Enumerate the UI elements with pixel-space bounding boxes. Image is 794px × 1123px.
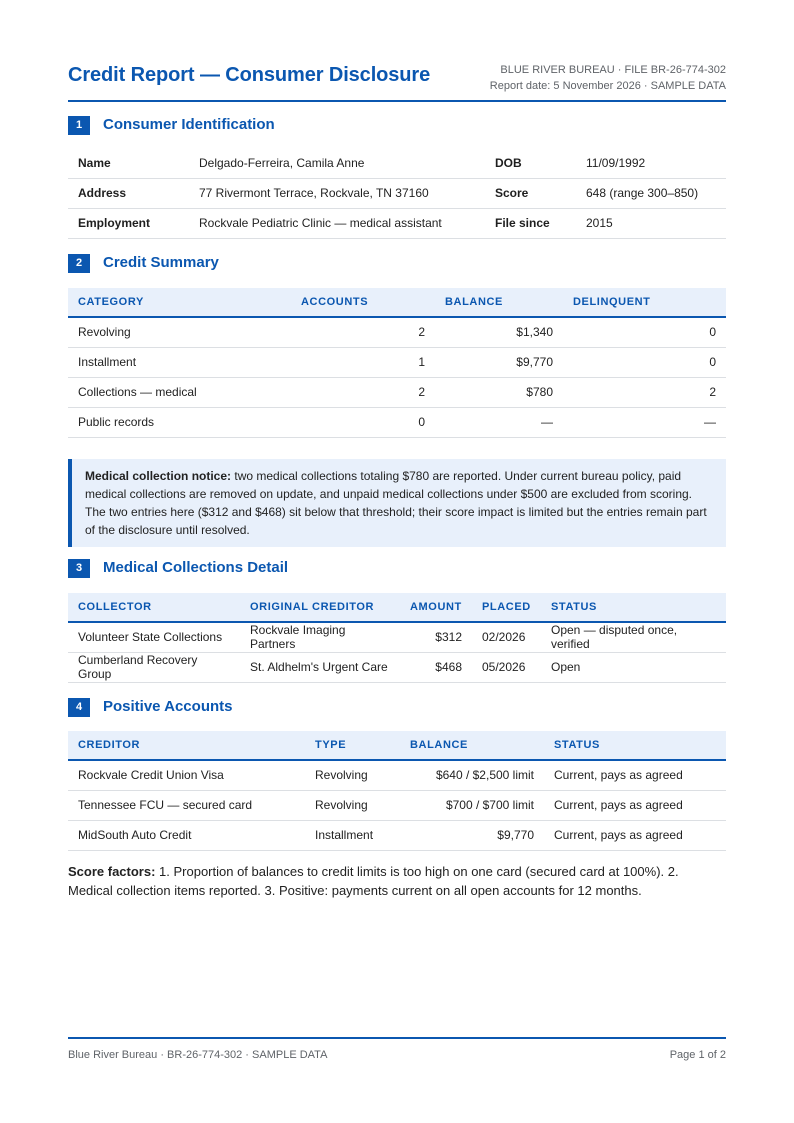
section-heading-summary [68, 253, 726, 273]
report-header [68, 58, 726, 102]
section-heading-positive [68, 697, 726, 717]
section-heading-collections [68, 558, 726, 578]
field-label: Employment [68, 208, 189, 238]
status-cell: Current, pays as agreed [544, 820, 726, 850]
column-header: DELINQUENT [563, 288, 726, 317]
balance-cell: $9,770 [435, 347, 563, 377]
field-label: DOB [485, 148, 576, 178]
creditor-cell: Rockvale Imaging Partners [240, 622, 400, 652]
delinquent-cell: 0 [563, 317, 726, 347]
header-meta [490, 62, 726, 94]
page-number: Page 1 of 2 [669, 1049, 726, 1061]
positive-accounts-table [68, 731, 726, 851]
section-number: 2 [68, 254, 90, 273]
section-number: 4 [68, 698, 90, 717]
field-value: Rockvale Pediatric Clinic — medical assistant [189, 208, 485, 238]
collector-cell: Volunteer State Collections [68, 622, 240, 652]
bureau-file-line: BLUE RIVER BUREAU · FILE BR-26-774-302 [500, 64, 726, 76]
table-row [68, 760, 726, 790]
delinquent-cell: 2 [563, 377, 726, 407]
status-cell: Open — disputed once, verified [541, 622, 726, 652]
field-label: Address [68, 178, 189, 208]
column-header: BALANCE [435, 288, 563, 317]
category-cell: Collections — medical [68, 377, 291, 407]
creditor-cell: Rockvale Credit Union Visa [68, 760, 305, 790]
page-title: Credit Report — Consumer Disclosure [68, 64, 431, 86]
field-value: 77 Rivermont Terrace, Rockvale, TN 37160 [189, 178, 485, 208]
type-cell: Revolving [305, 760, 400, 790]
section-title: Medical Collections Detail [103, 559, 289, 576]
medical-collection-notice [68, 459, 726, 547]
table-row [68, 622, 726, 652]
table-row [68, 148, 726, 178]
status-cell: Open [541, 652, 726, 682]
identification-table [68, 148, 726, 239]
notice-text: two medical collections totaling $780 are reported. Under current bureau policy, paid medical collections are removed on update, and unpaid medical collections under $500 are excluded from scoring. The two entries here ($312 and $468) sit below that threshold; their score impact is limited but the entries remain part of the disclosure until resolved. [85, 469, 707, 537]
category-cell: Public records [68, 407, 291, 437]
field-value: 648 (range 300–850) [576, 178, 726, 208]
field-value: Delgado-Ferreira, Camila Anne [189, 148, 485, 178]
field-label: Name [68, 148, 189, 178]
delinquent-cell: 0 [563, 347, 726, 377]
field-label: Score [485, 178, 576, 208]
table-row [68, 178, 726, 208]
column-header: TYPE [305, 731, 400, 760]
factors-text: 1. Proportion of balances to credit limits is too high on one card (secured card at 100%). 2. Medical collection items reported. 3. Positive: payments current on all open accounts for 12 months. [68, 864, 679, 898]
amount-cell: $468 [400, 652, 472, 682]
table-row [68, 317, 726, 347]
field-value: 11/09/1992 [576, 148, 726, 178]
balance-cell: $1,340 [435, 317, 563, 347]
category-cell: Installment [68, 347, 291, 377]
accounts-cell: 0 [291, 407, 435, 437]
section-title: Credit Summary [103, 254, 219, 271]
column-header: COLLECTOR [68, 593, 240, 622]
medical-collections-table [68, 593, 726, 683]
status-cell: Current, pays as agreed [544, 790, 726, 820]
credit-summary-table [68, 288, 726, 438]
report-page [68, 0, 726, 1123]
section-heading-identification [68, 115, 726, 135]
section-number: 3 [68, 559, 90, 578]
field-value: 2015 [576, 208, 726, 238]
page-footer [68, 1037, 726, 1067]
delinquent-cell: — [563, 407, 726, 437]
column-header: STATUS [541, 593, 726, 622]
column-header: ACCOUNTS [291, 288, 435, 317]
accounts-cell: 2 [291, 317, 435, 347]
section-title: Positive Accounts [103, 698, 233, 715]
column-header: CREDITOR [68, 731, 305, 760]
accounts-cell: 2 [291, 377, 435, 407]
balance-cell: $640 / $2,500 limit [400, 760, 544, 790]
table-row [68, 208, 726, 238]
report-date-line: Report date: 5 November 2026 · SAMPLE DATA [489, 80, 726, 92]
score-factors [68, 862, 726, 900]
balance-cell: $9,770 [400, 820, 544, 850]
table-row [68, 377, 726, 407]
section-title: Consumer Identification [103, 116, 275, 133]
collector-cell: Cumberland Recovery Group [68, 652, 240, 682]
creditor-cell: Tennessee FCU — secured card [68, 790, 305, 820]
table-header-row [68, 288, 726, 317]
category-cell: Revolving [68, 317, 291, 347]
factors-lead: Score factors: [68, 864, 156, 879]
column-header: STATUS [544, 731, 726, 760]
column-header: CATEGORY [68, 288, 291, 317]
column-header: BALANCE [400, 731, 544, 760]
section-number: 1 [68, 116, 90, 135]
amount-cell: $312 [400, 622, 472, 652]
column-header: ORIGINAL CREDITOR [240, 593, 400, 622]
table-row [68, 652, 726, 682]
balance-cell: $700 / $700 limit [400, 790, 544, 820]
table-row [68, 407, 726, 437]
field-label: File since [485, 208, 576, 238]
creditor-cell: MidSouth Auto Credit [68, 820, 305, 850]
status-cell: Current, pays as agreed [544, 760, 726, 790]
table-header-row [68, 731, 726, 760]
accounts-cell: 1 [291, 347, 435, 377]
placed-cell: 02/2026 [472, 622, 541, 652]
creditor-cell: St. Aldhelm's Urgent Care [240, 652, 400, 682]
table-header-row [68, 593, 726, 622]
table-row [68, 790, 726, 820]
type-cell: Revolving [305, 790, 400, 820]
balance-cell: — [435, 407, 563, 437]
column-header: PLACED [472, 593, 541, 622]
balance-cell: $780 [435, 377, 563, 407]
notice-lead: Medical collection notice: [85, 469, 232, 483]
footer-left: Blue River Bureau · BR-26-774-302 · SAMPLE DATA [68, 1049, 328, 1061]
type-cell: Installment [305, 820, 400, 850]
table-row [68, 347, 726, 377]
table-row [68, 820, 726, 850]
placed-cell: 05/2026 [472, 652, 541, 682]
column-header: AMOUNT [400, 593, 472, 622]
